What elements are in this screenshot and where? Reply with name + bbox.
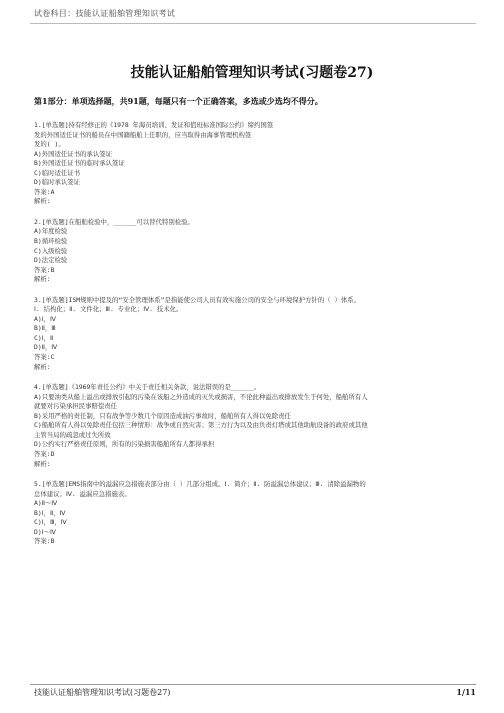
question-line: 答案:D <box>34 449 55 458</box>
document-title: 技能认证船舶管理知识考试(习题卷27) <box>130 65 374 81</box>
question-line: 5.[单选题]EMS指南中的溢漏应急措施表部分由（ ）几部分组成。Ⅰ. 简介；Ⅱ. 防溢漏总体建议；Ⅲ. 清除溢漏物的 <box>34 480 366 489</box>
question-line: 答案:B <box>34 537 55 546</box>
question-line: 1.[单选题]持有经修正的《1978 年海员培训、发证和值班标准国际公约》缔约国签 <box>34 121 274 129</box>
question-line: 解析: <box>34 459 51 468</box>
question-line: D)Ⅱ，Ⅳ <box>34 343 58 352</box>
question-line: A)只要油类从船上溢出或排放引起的污染在该船之外造成的灭失或损害，不论此种溢出或排放发生于何处，船舶所有人 <box>34 392 368 401</box>
question-line: D)法定检验 <box>34 256 68 265</box>
question-line: 总体建议；Ⅳ. 溢漏应急措施表。 <box>34 489 131 498</box>
question-line: 答案:C <box>34 353 55 362</box>
question-line: 2.[单选题]在船舶检验中，______可以替代特别检验。 <box>34 217 194 226</box>
question-line: D)临时承认签证 <box>34 178 81 187</box>
question-block <box>34 296 476 372</box>
question-line: D)公约实行严格责任原则，所有的污染损害船舶所有人都得承担 <box>34 440 215 449</box>
question-list <box>34 121 476 558</box>
question-line: A)Ⅱ～Ⅳ <box>34 499 58 508</box>
page-number: 1/11 <box>456 687 476 697</box>
question-line: B)Ⅰ，Ⅱ，Ⅳ <box>34 508 66 517</box>
question-line: 解析: <box>34 275 51 284</box>
question-line: B)循环检验 <box>34 237 68 246</box>
question-line: C)Ⅰ，Ⅱ <box>34 333 54 342</box>
question-line: C)临时适任证书 <box>34 168 81 177</box>
question-line: B)Ⅱ，Ⅲ <box>34 324 56 333</box>
question-line: A)Ⅰ，Ⅳ <box>34 314 56 323</box>
header-divider <box>30 23 476 24</box>
question-block <box>34 121 476 207</box>
question-line: 解析: <box>34 362 51 371</box>
page-header: 试卷科目：技能认证船舶管理知识考试 <box>34 9 176 18</box>
question-line: 解析: <box>34 197 51 206</box>
question-line: C)船舶所有人得以免除责任包括三种情形：战争或自然灾害；第三方行为以及由负责灯塔或其他助航设备的政府或其他 <box>34 421 368 430</box>
question-line: A)外国适任证书的承认签证 <box>34 149 112 158</box>
question-line: 4.[单选题]《1969年责任公约》中关于责任相关条款，说法错误的是______。 <box>34 383 261 392</box>
question-line: B)外国适任证书的临时承认签证 <box>34 159 125 168</box>
page-footer <box>34 687 476 698</box>
footer-divider <box>30 684 476 685</box>
question-line: 发的( )。 <box>34 140 65 149</box>
question-line: C)Ⅰ，Ⅲ，Ⅳ <box>34 518 67 527</box>
question-line: 答案:A <box>34 187 55 196</box>
question-line: 主管当局的疏忽或过失所致 <box>34 430 111 439</box>
question-block <box>34 480 476 547</box>
question-line: C)入级检验 <box>34 246 68 255</box>
question-line: 答案:B <box>34 265 55 274</box>
question-line: B)采用严格的责任制，只有战争等少数几个原因造成油污事故时，船舶所有人得以免除责任 <box>34 411 291 420</box>
section-heading: 第1部分：单项选择题，共91题，每题只有一个正确答案，多选或少选均不得分。 <box>34 96 323 106</box>
question-block <box>34 218 476 285</box>
question-line: 就要对污染承担民事赔偿责任 <box>34 402 118 411</box>
question-line: 3.[单选题]ISM规则中提及的“安全管理体系”是指能使公司人员有效实施公司的安全与环境保护方针的（ ）体系。 <box>34 295 361 304</box>
question-line: D)Ⅰ～Ⅳ <box>34 527 56 536</box>
question-line: Ⅰ. 结构化；Ⅱ. 文件化；Ⅲ. 专业化；Ⅳ. 技术化。 <box>34 305 183 314</box>
question-block <box>34 383 476 469</box>
question-line: A)年度检验 <box>34 227 68 236</box>
footer-title: 技能认证船舶管理知识考试(习题卷27) <box>34 688 171 697</box>
question-line: 发的外国适任证书的船员在中国籍船舶上任职的，应当取得由海事管理机构签 <box>34 130 252 139</box>
